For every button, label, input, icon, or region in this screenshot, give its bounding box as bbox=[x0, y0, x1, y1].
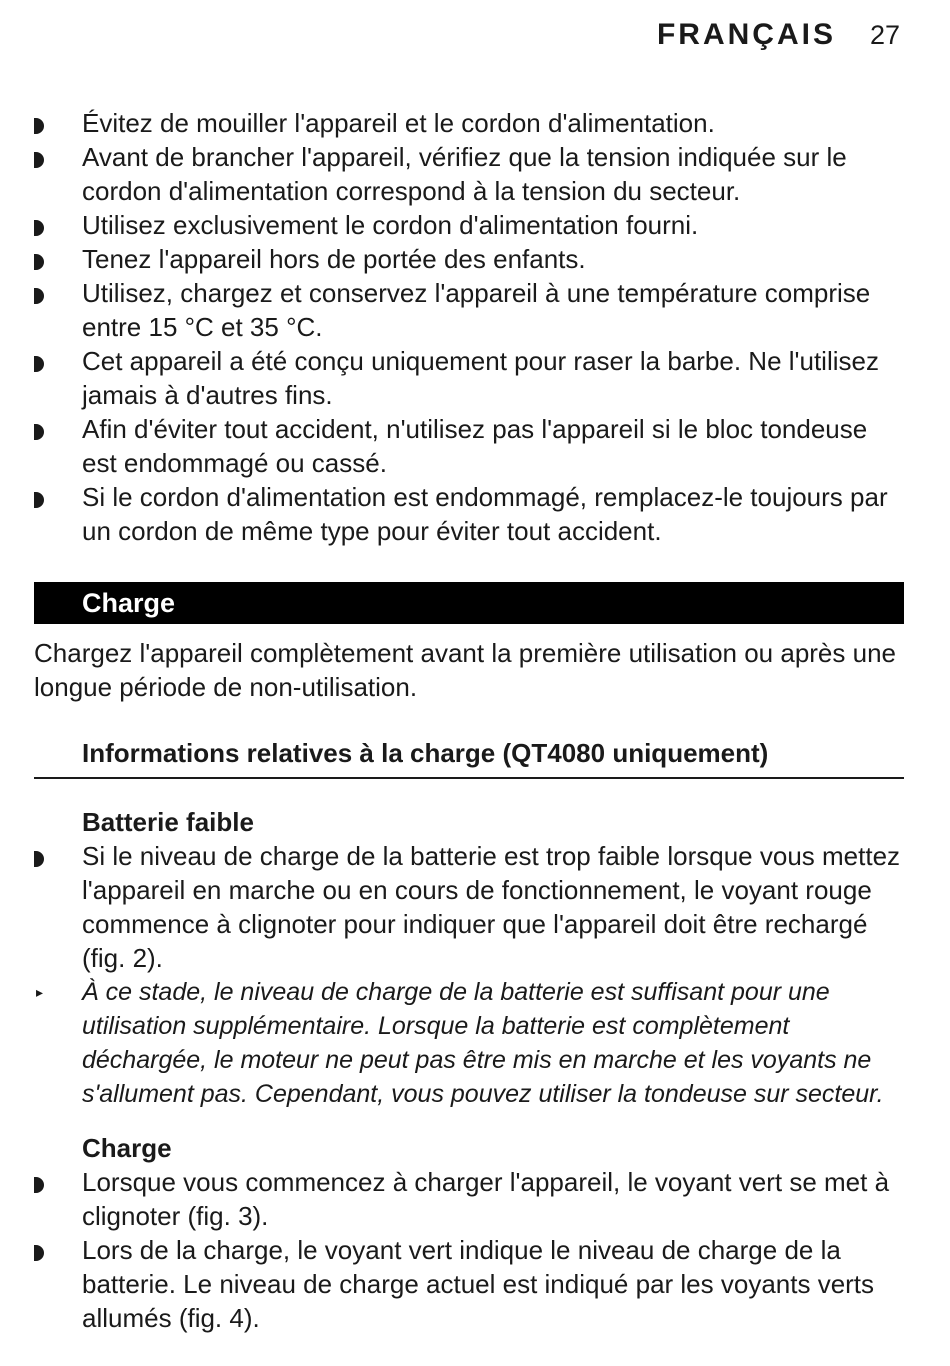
list-item-text: Avant de brancher l'appareil, vérifiez que la tension indiquée sur le cordon d'alimentation correspond à la tension du secteur. bbox=[82, 142, 847, 206]
list-item-text: Lorsque vous commencez à charger l'appareil, le voyant vert se met à clignoter (fig. 3). bbox=[82, 1167, 890, 1231]
list-item bbox=[34, 106, 904, 140]
bullet-marker-icon bbox=[34, 220, 44, 236]
list-item bbox=[34, 1233, 904, 1335]
bullet-marker-icon bbox=[34, 1177, 44, 1193]
bullet-marker-icon bbox=[34, 288, 44, 304]
bullet-marker-icon bbox=[34, 152, 44, 168]
language-label: FRANÇAIS bbox=[656, 18, 836, 51]
list-item bbox=[34, 276, 904, 344]
list-item-text: Afin d'éviter tout accident, n'utilisez pas l'appareil si le bloc tondeuse est endommagé ou cassé. bbox=[82, 414, 868, 478]
list-item bbox=[34, 344, 904, 412]
list-item bbox=[34, 480, 904, 548]
list-item-text: Tenez l'appareil hors de portée des enfants. bbox=[82, 244, 586, 274]
page-content bbox=[34, 106, 904, 1335]
bullet-marker-icon bbox=[34, 356, 44, 372]
bullet-marker-icon bbox=[34, 851, 44, 867]
list-item-text: Évitez de mouiller l'appareil et le cordon d'alimentation. bbox=[82, 108, 715, 138]
list-item-text: Cet appareil a été conçu uniquement pour raser la barbe. Ne l'utilisez jamais à d'autres fins. bbox=[82, 346, 879, 410]
bullet-marker-icon bbox=[34, 492, 44, 508]
list-item bbox=[34, 140, 904, 208]
bullet-marker-icon bbox=[34, 254, 44, 270]
section-title-bar: Charge bbox=[34, 582, 904, 624]
subsection-title: Informations relatives à la charge (QT4080 uniquement) bbox=[34, 738, 904, 779]
list-item bbox=[34, 242, 904, 276]
bullet-marker-icon bbox=[34, 118, 44, 134]
list-item-text: Si le cordon d'alimentation est endommagé, remplacez-le toujours par un cordon de même type pour éviter tout accident. bbox=[82, 482, 888, 546]
list-item bbox=[34, 208, 904, 242]
list-item-text: Utilisez exclusivement le cordon d'alimentation fourni. bbox=[82, 210, 699, 240]
list-item bbox=[34, 1165, 904, 1233]
note-item bbox=[34, 975, 904, 1111]
note-text: À ce stade, le niveau de charge de la batterie est suffisant pour une utilisation supplémentaire. Lorsque la batterie est complètement déchargée, le moteur ne peut pas être mis en marche et les voyants ne s'allument pas. Cependant, vous pouvez utiliser la tondeuse sur secteur. bbox=[82, 978, 884, 1108]
list-item bbox=[34, 839, 904, 975]
low-battery-heading: Batterie faible bbox=[82, 807, 254, 837]
page-header bbox=[657, 18, 900, 52]
charging-heading: Charge bbox=[82, 1133, 172, 1163]
safety-bullet-list bbox=[34, 106, 904, 548]
list-item-text: Lors de la charge, le voyant vert indique le niveau de charge de la batterie. Le niveau de charge actuel est indiqué par les voyants verts allumés (fig. 4). bbox=[82, 1235, 875, 1333]
list-item bbox=[34, 412, 904, 480]
bullet-marker-icon bbox=[34, 424, 44, 440]
page-number: 27 bbox=[869, 20, 900, 50]
list-item-text: Utilisez, chargez et conservez l'appareil à une température comprise entre 15 °C et 35 °C. bbox=[82, 278, 871, 342]
bullet-marker-icon bbox=[34, 1245, 44, 1261]
list-item-text: Si le niveau de charge de la batterie est trop faible lorsque vous mettez l'appareil en marche ou en cours de fonctionnement, le voyant rouge commence à clignoter pour indiquer que l'appareil doit être rechargé (fig. 2). bbox=[82, 841, 901, 973]
section-intro: Chargez l'appareil complètement avant la première utilisation ou après une longue période de non-utilisation. bbox=[34, 638, 896, 702]
triangle-marker-icon: ▸ bbox=[36, 984, 44, 1000]
